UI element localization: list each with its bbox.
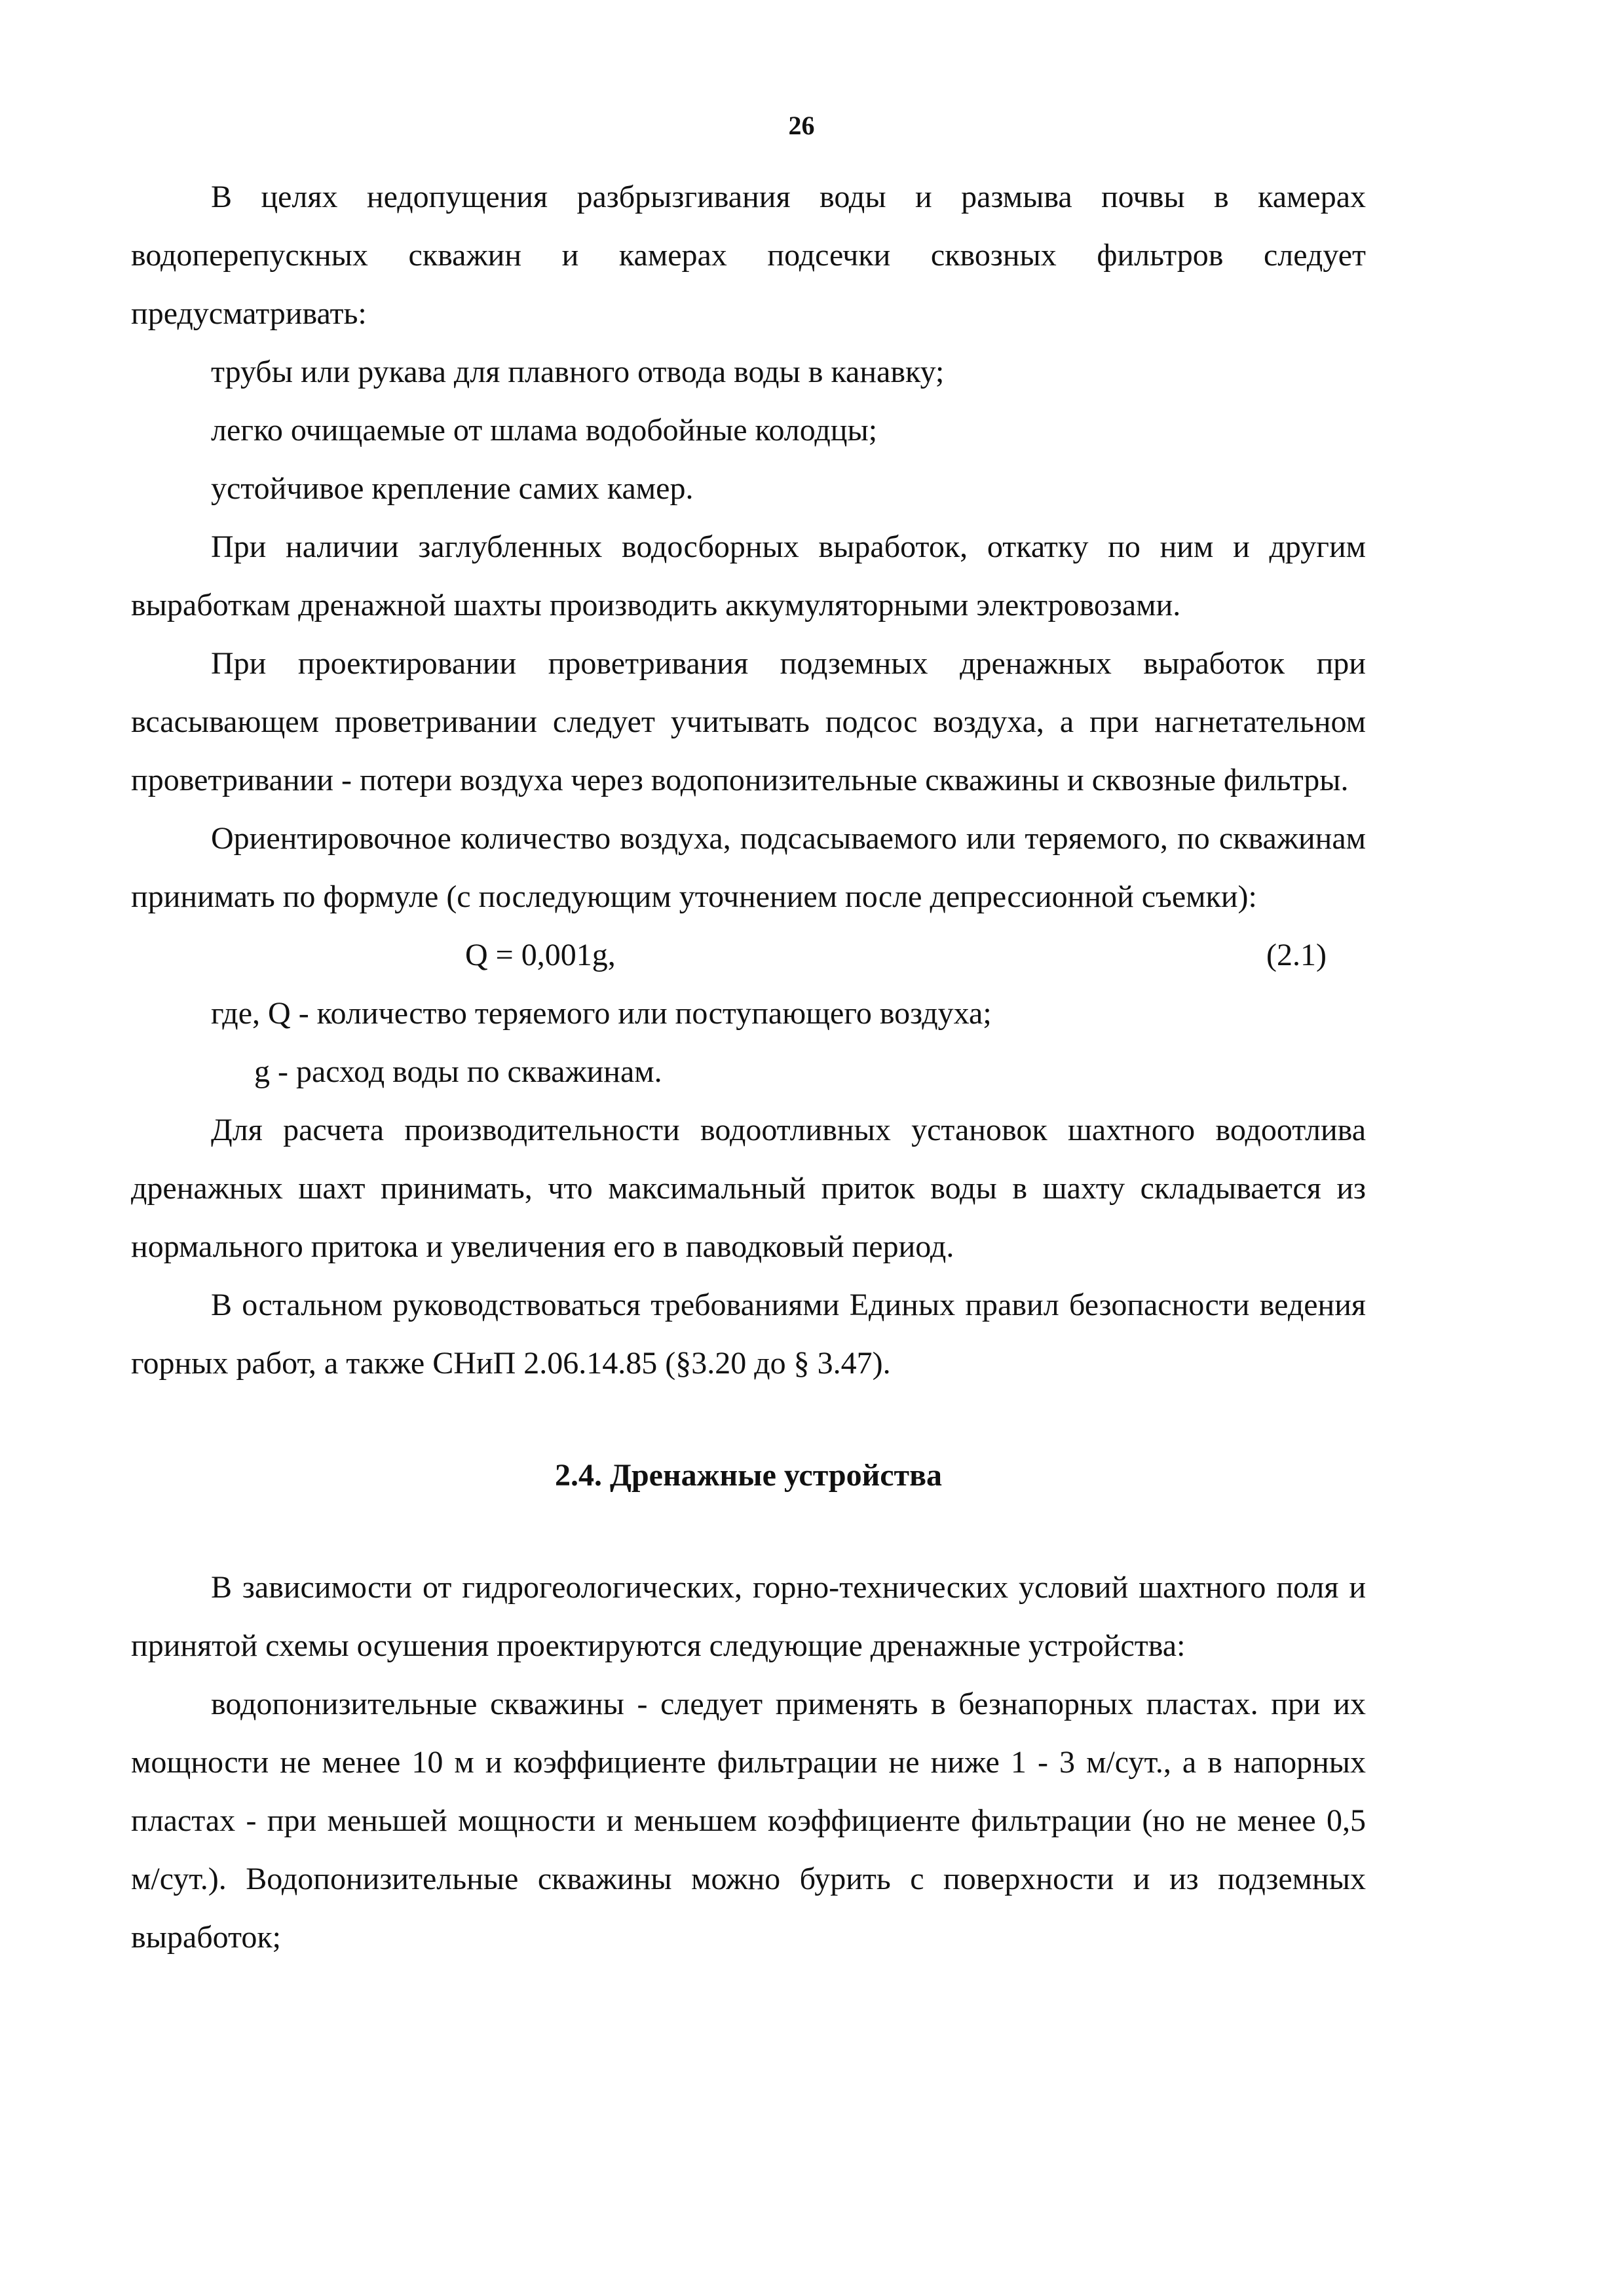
document-body [131,168,1366,1966]
paragraph-drainage-devices: В зависимости от гидрогеологических, горно-технических условий шахтного поля и принятой схемы осушения проектируются следующие дренажные устройства: [131,1570,1366,1663]
list-item-pipes: трубы или рукава для плавного отвода воды в канавку; [211,354,945,389]
paragraph-dewatering-wells: водопонизительные скважины - следует применять в безнапорных пластах. при их мощности не менее 10 м и коэффициенте фильтрации не ниже 1 - 3 м/сут., а в напорных пластах - при меньшей мощности и меньшем коэффициенте фильтрации (но не менее 0,5 м/сут.). Водопонизительные скважины можно бурить с поверхности и из подземных выработок; [131,1687,1366,1955]
formula-legend-g: g - расход воды по скважинам. [254,1054,662,1089]
list-item-wells: легко очищаемые от шлама водобойные колодцы; [211,413,878,448]
paragraph-water-spray: В целях недопущения разбрызгивания воды и размыва почвы в камерах водоперепускных скважин и камерах подсечки сквозных фильтров следует предусматривать: [131,180,1366,331]
paragraph-ventilation: При проектировании проветривания подземных дренажных выработок при всасывающем проветривании следует учитывать подсос воздуха, а при нагнетательном проветривании - потери воздуха через водопонизительные скважины и сквозные фильтры. [131,646,1366,797]
formula-legend-q: где, Q - количество теряемого или поступающего воздуха; [211,996,992,1031]
paragraph-air-quantity: Ориентировочное количество воздуха, подсасываемого или теряемого, по скважинам принимать по формуле (с последующим уточнением после депрессионной съемки): [131,821,1366,914]
formula-row [131,926,1366,984]
section-heading: 2.4. Дренажные устройства [554,1458,943,1493]
page-number: 26 [788,111,815,140]
formula-number: (2.1) [1266,938,1327,972]
paragraph-drainage-capacity: Для расчета производительности водоотливных установок шахтного водоотлива дренажных шахт принимать, что максимальный приток воды в шахту складывается из нормального притока и увеличения его в паводковый период. [131,1113,1366,1264]
list-item-chamber-support: устойчивое крепление самих камер. [211,471,694,506]
formula: Q = 0,001g, [465,938,616,972]
paragraph-haulage: При наличии заглубленных водосборных выработок, откатку по ним и другим выработкам дренажной шахты производить аккумуляторными электровозами. [131,529,1366,622]
paragraph-safety-rules: В остальном руководствоваться требованиями Единых правил безопасности ведения горных работ, а также СНиП 2.06.14.85 (§3.20 до § 3.47). [131,1288,1366,1381]
